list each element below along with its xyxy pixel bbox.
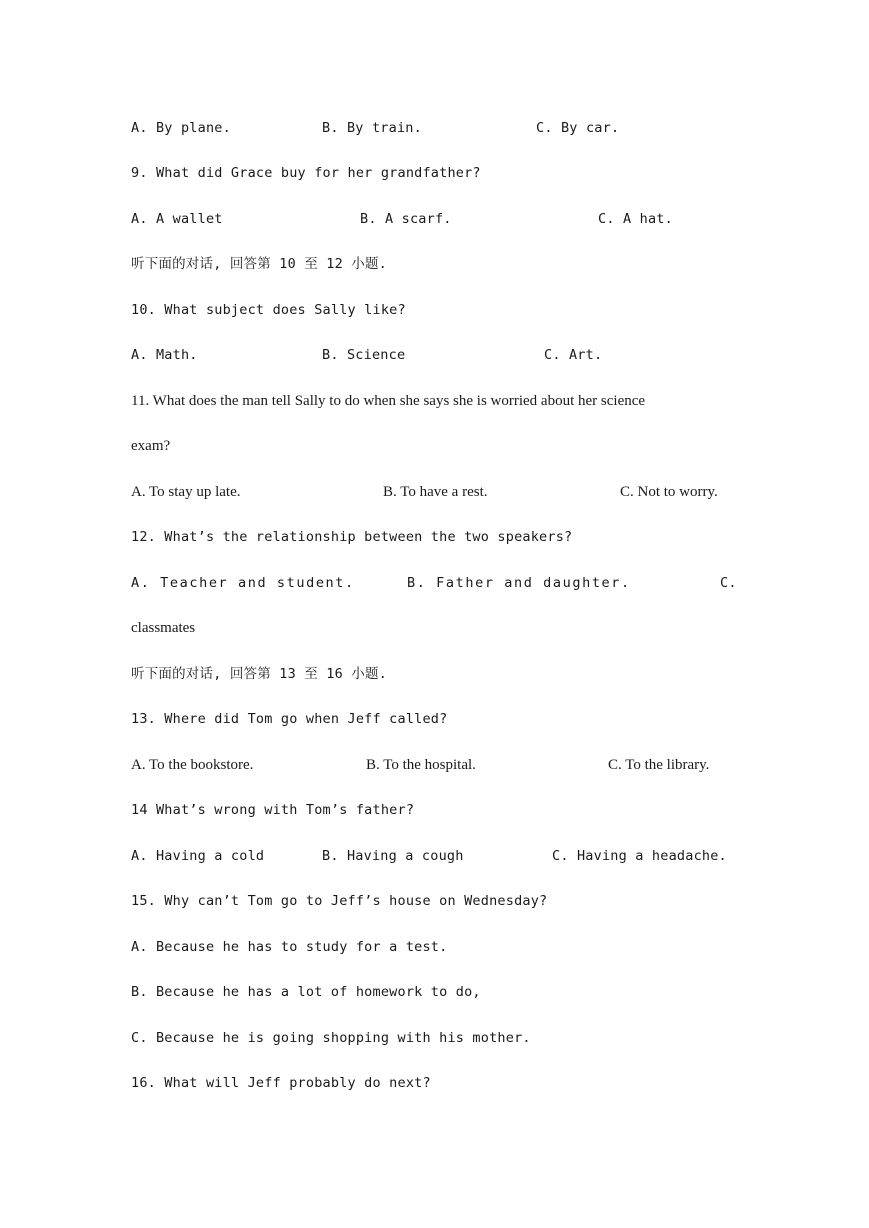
q11-option-c: C. Not to worry.	[620, 484, 718, 500]
q14-option-c: C. Having a headache.	[552, 848, 727, 864]
q13-option-c: C. To the library.	[608, 757, 710, 773]
q12-question: 12. What’s the relationship between the two speakers?	[131, 529, 573, 545]
q15-question: 15. Why can’t Tom go to Jeff’s house on Wednesday?	[131, 893, 548, 909]
q11-option-a: A. To stay up late.	[131, 484, 241, 500]
q9-option-b: B. A scarf.	[360, 211, 452, 227]
q12-option-a: A. Teacher and student.	[131, 575, 355, 591]
q9-option-a: A. A wallet	[131, 211, 223, 227]
q11-question-line2: exam?	[131, 438, 171, 454]
q8-option-c: C. By car.	[536, 120, 620, 136]
q14-option-a: A. Having a cold	[131, 848, 265, 864]
q13-option-a: A. To the bookstore.	[131, 757, 254, 773]
q15-option-a: A. Because he has to study for a test.	[131, 939, 448, 955]
q10-option-b: B. Science	[322, 347, 406, 363]
q9-option-c: C. A hat.	[598, 211, 673, 227]
q13-question: 13. Where did Tom go when Jeff called?	[131, 711, 448, 727]
q9-question: 9. What did Grace buy for her grandfather?	[131, 165, 481, 181]
q15-option-b: B. Because he has a lot of homework to do,	[131, 984, 481, 1000]
q11-question-line1: 11. What does the man tell Sally to do when she says she is worried about her science	[131, 393, 646, 409]
q12-option-c-text: classmates	[131, 620, 196, 636]
q12-option-c-label: C.	[720, 575, 737, 591]
q8-option-a: A. By plane.	[131, 120, 231, 136]
q11-option-b: B. To have a rest.	[383, 484, 488, 500]
q12-option-b: B. Father and daughter.	[407, 575, 631, 591]
q10-option-c: C. Art.	[544, 347, 603, 363]
q10-option-a: A. Math.	[131, 347, 198, 363]
section-heading-13-16: 听下面的对话, 回答第 13 至 16 小题.	[131, 666, 388, 682]
section-heading-10-12: 听下面的对话, 回答第 10 至 12 小题.	[131, 256, 388, 272]
q10-question: 10. What subject does Sally like?	[131, 302, 406, 318]
q8-option-b: B. By train.	[322, 120, 422, 136]
q15-option-c: C. Because he is going shopping with his mother.	[131, 1030, 531, 1046]
q14-option-b: B. Having a cough	[322, 848, 464, 864]
q16-question: 16. What will Jeff probably do next?	[131, 1075, 431, 1091]
q14-question: 14 What’s wrong with Tom’s father?	[131, 802, 415, 818]
q13-option-b: B. To the hospital.	[366, 757, 476, 773]
